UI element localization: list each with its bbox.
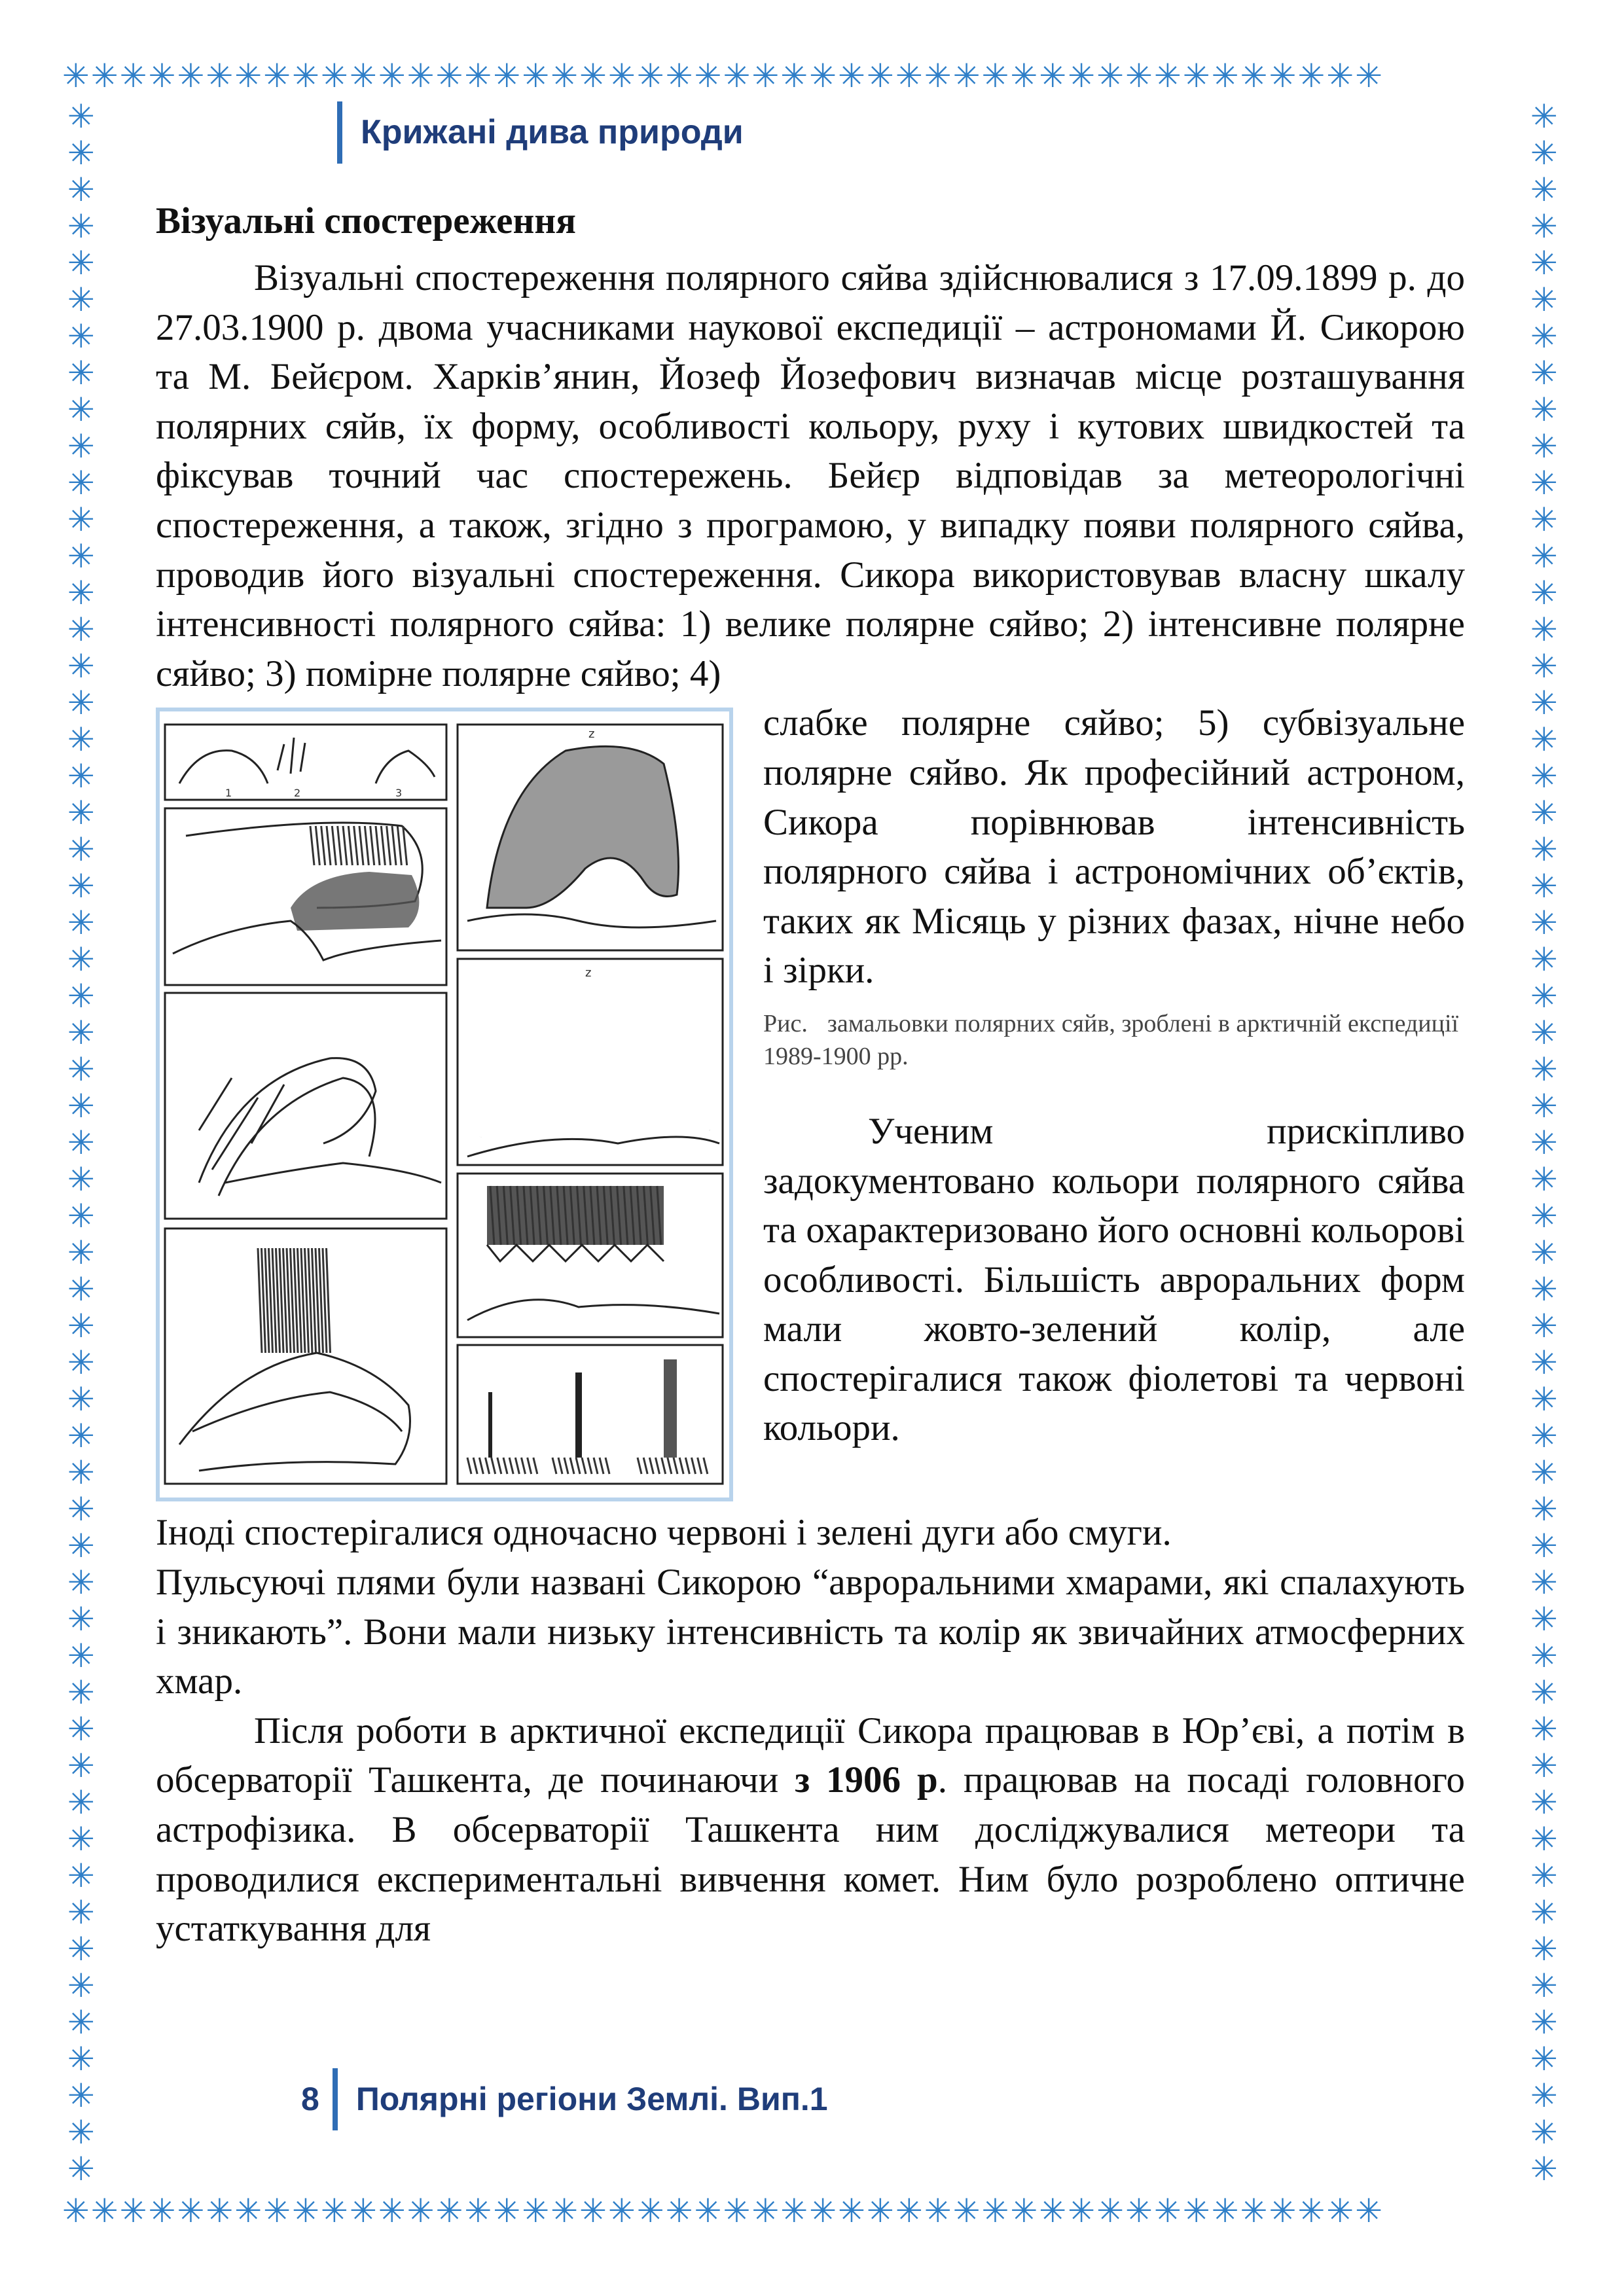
paragraph-2: Ученим прискіпливо задокументовано кольори полярного сяйва та охарактеризовано його основні кольорові особливості. Більшість авроральних форм мали жовто-зелений колір, але спостерігалися також фіолетові та червоні кольори. — [763, 1110, 1465, 1449]
svg-text:1: 1 — [225, 787, 232, 800]
footer-title: Полярні регіони Землі. Вип.1 — [333, 2068, 828, 2130]
section-heading: Візуальні спостереження — [156, 200, 577, 242]
paragraph-1-continued: слабке полярне сяйво; 5) субвізуальне полярне сяйво. Як професійний астроном, Сикора порівнював інтенсивність полярного сяйва і астрономічних об’єктів, таких як Місяць у різних фазах, нічне небо і зірки. — [763, 702, 1465, 992]
page-number: 8 — [301, 2081, 319, 2117]
sketch-panel-5 — [458, 725, 723, 950]
sketch-panel-1 — [165, 725, 446, 800]
sketch-panel-7 — [458, 1174, 723, 1337]
svg-text:z: z — [588, 727, 595, 742]
paragraph-1: Візуальні спостереження полярного сяйва здійснювалися з 17.09.1899 р. до 27.03.1900 р. двома учасниками наукової експедиції – астрономами Й. Сикорою та М. Бейєром. Харків’янин, Йозеф Йозефович визначав місце розташування полярних сяйв, їх форму, особливості кольору, руху і кутових швидкостей та фіксував точний час спостережень. Бейєр відповідав за метеорологічні спостереження, а також, згідно з програмою, у випадку появи полярного сяйва, проводив його візуальні спостереження. Сикора використовував власну шкалу інтенсивності полярного сяйва: 1) велике полярне сяйво; 2) інтенсивне полярне сяйво; 3) помірне полярне сяйво; 4) — [156, 257, 1465, 694]
svg-text:z: z — [585, 966, 592, 980]
sketch-panel-3 — [165, 993, 446, 1219]
paragraph-5-text-a: Після роботи в арктичної експедиції Сикора працював в Юр’єві, а потім в обсерваторії Ташкента, де починаючи — [156, 1710, 1465, 1801]
paragraph-5-bold-year: з 1906 р — [795, 1759, 938, 1801]
paragraph-3: Іноді спостерігалися одночасно червоні і зелені дуги або смуги. — [156, 1512, 1172, 1554]
sketch-panel-2 — [165, 808, 446, 985]
caption-text: замальовки полярних сяйв, зроблені в арктичній експедиції 1989-1900 рр. — [763, 1009, 1459, 1070]
sketch-panel-8 — [458, 1345, 723, 1484]
border-bottom: ✳✳✳✳✳✳✳✳✳✳✳✳✳✳✳✳✳✳✳✳✳✳✳✳✳✳✳✳✳✳✳✳✳✳✳✳✳✳✳✳✳✳✳✳✳✳ — [62, 2193, 1384, 2230]
sketch-panel-6 — [458, 959, 723, 1165]
sketch-panel-4 — [165, 1229, 446, 1484]
border-right: ✳ ✳ ✳ ✳ ✳ ✳ ✳ ✳ ✳ ✳ ✳ ✳ ✳ ✳ ✳ ✳ ✳ ✳ ✳ ✳ ✳ ✳ ✳ ✳ ✳ ✳ ✳ ✳ ✳ ✳ ✳ ✳ ✳ ✳ ✳ ✳ ✳ ✳ ✳ ✳ ✳ ✳ ✳ ✳ ✳ ✳ ✳ ✳ ✳ ✳ ✳ ✳ ✳ ✳ ✳ ✳ ✳ — [1530, 98, 1559, 2188]
page-content — [156, 196, 1465, 1954]
border-left: ✳ ✳ ✳ ✳ ✳ ✳ ✳ ✳ ✳ ✳ ✳ ✳ ✳ ✳ ✳ ✳ ✳ ✳ ✳ ✳ ✳ ✳ ✳ ✳ ✳ ✳ ✳ ✳ ✳ ✳ ✳ ✳ ✳ ✳ ✳ ✳ ✳ ✳ ✳ ✳ ✳ ✳ ✳ ✳ ✳ ✳ ✳ ✳ ✳ ✳ ✳ ✳ ✳ ✳ ✳ ✳ ✳ — [67, 98, 96, 2188]
paragraph-5-text-b: . працював на посаді головного астрофізика. В обсерваторії Ташкента ним досліджувалися метеори та проводилися експериментальні вивчення комет. Ним було розроблено оптичне устаткування для — [156, 1759, 1465, 1950]
aurora-sketches-figure — [156, 708, 733, 1501]
paragraph-4: Пульсуючі плями були названі Сикорою “авроральними хмарами, які спалахують і зникають”. Вони мали низьку інтенсивність та колір як звичайних атмосферних хмар. — [156, 1561, 1465, 1702]
running-header: Крижані дива природи — [337, 101, 744, 164]
border-top: ✳✳✳✳✳✳✳✳✳✳✳✳✳✳✳✳✳✳✳✳✳✳✳✳✳✳✳✳✳✳✳✳✳✳✳✳✳✳✳✳✳✳✳✳✳✳ — [62, 58, 1384, 95]
svg-text:2: 2 — [294, 787, 301, 800]
running-footer — [301, 2068, 828, 2130]
caption-prefix: Рис. — [763, 1009, 808, 1037]
svg-text:3: 3 — [395, 787, 403, 800]
paragraph-5 — [156, 1706, 1465, 1954]
